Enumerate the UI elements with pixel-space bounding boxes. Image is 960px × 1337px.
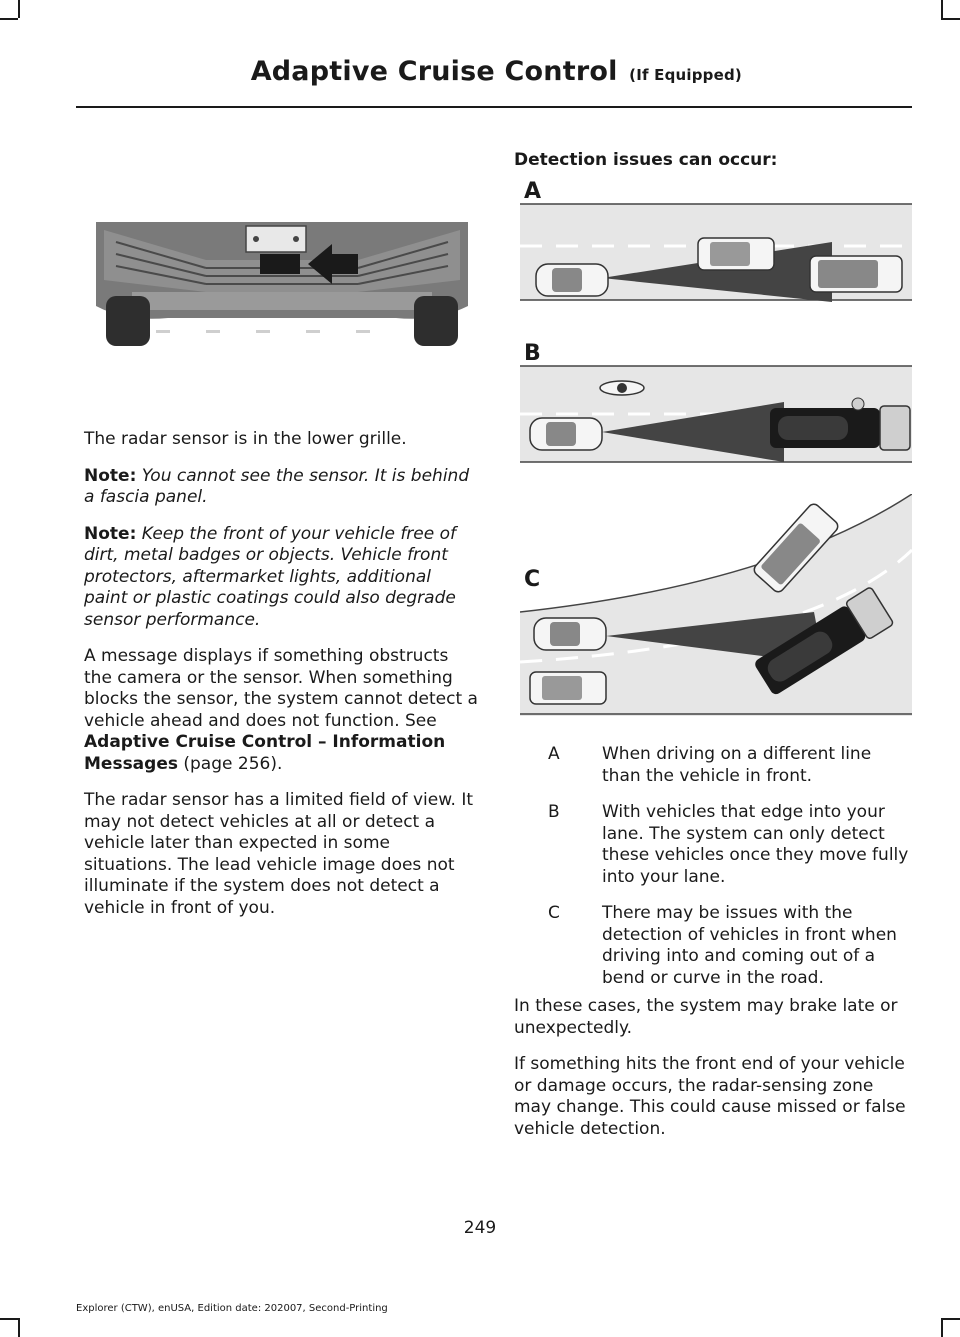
callout-a: [514, 744, 914, 787]
adjacent-vehicle: [530, 672, 606, 704]
note-text: Keep the front of your vehicle free of dirt, metal badges or objects. Vehicle front protectors, aftermarket lights, additional paint or plastic coatings could also degrade sensor performance.: [84, 523, 457, 630]
detection-issues-heading: [514, 150, 914, 172]
note-label: Note:: [84, 465, 137, 486]
crop-mark: [941, 0, 943, 18]
late-brake-text: In these cases, the system may brake late or unexpectedly.: [514, 996, 898, 1038]
header-rule: [76, 106, 912, 108]
motorcycle: [600, 381, 644, 395]
figure-label-a: A: [524, 179, 542, 204]
cross-reference-link[interactable]: Adaptive Cruise Control – Information Messages: [84, 732, 446, 774]
heading-text: Detection issues can occur:: [514, 150, 778, 170]
note-sensor-hidden: [84, 466, 478, 509]
callout-text: There may be issues with the detection of vehicles in front when driving into and coming out of a bend or curve in the road.: [602, 903, 897, 988]
lead-vehicle: [698, 238, 774, 270]
right-column-text: [514, 996, 910, 1155]
callout-letter: C: [548, 903, 560, 923]
footer-edition: Explorer (CTW), enUSA, Edition date: 202007, Second-Printing: [76, 1303, 388, 1314]
figure-b-edging-vehicles: [514, 336, 912, 466]
note-keep-clean: [84, 524, 478, 632]
figure-callouts: [514, 744, 914, 1004]
page-number: 249: [463, 1218, 497, 1238]
crop-mark: [0, 1318, 18, 1320]
own-vehicle: [536, 264, 608, 296]
obstruction-text: A message displays if something obstructs the camera or the sensor. When something blocks the sensor, the system cannot detect a vehicle ahead and does not function. See: [84, 646, 478, 731]
left-column: [84, 429, 478, 934]
radar-sensor-illustration: [96, 222, 468, 350]
crop-mark: [18, 1318, 20, 1337]
note-label: Note:: [84, 523, 137, 544]
own-vehicle: [534, 618, 606, 650]
crop-mark: [941, 1318, 943, 1337]
field-of-view-text: The radar sensor has a limited field of view. It may not detect vehicles at all or detect a vehicle later than expected in some situations. The lead vehicle image does not illuminate if the system does not detect a vehicle in front of you.: [84, 790, 474, 918]
crop-mark: [0, 18, 18, 20]
callout-text: When driving on a different line than the vehicle in front.: [602, 744, 872, 786]
header-title: Adaptive Cruise Control: [250, 56, 618, 87]
crop-mark: [18, 0, 20, 18]
callout-letter: B: [548, 802, 560, 822]
crop-mark: [941, 18, 960, 20]
crop-mark: [941, 1318, 960, 1320]
page-header: [251, 56, 742, 87]
note-text: You cannot see the sensor. It is behind a fascia panel.: [84, 465, 470, 507]
figure-a-different-line: [514, 174, 912, 304]
callout-letter: A: [548, 744, 560, 764]
figure-label-b: B: [524, 341, 541, 366]
page-reference: (page 256).: [177, 753, 283, 774]
obstruction-message-text: [84, 646, 478, 775]
callout-c: [514, 903, 914, 989]
header-subtitle: (If Equipped): [629, 66, 742, 84]
callout-text: With vehicles that edge into your lane. The system can only detect these vehicles once they move fully into your lane.: [602, 802, 909, 887]
damage-text: If something hits the front end of your vehicle or damage occurs, the radar-sensing zone may change. This could cause missed or false vehicle detection.: [514, 1054, 906, 1139]
figure-label-c: C: [524, 567, 541, 592]
van-vehicle: [810, 256, 902, 292]
radar-location-text: The radar sensor is in the lower grille.: [84, 429, 407, 449]
callout-b: [514, 802, 914, 888]
figure-c-curve: [514, 494, 912, 716]
own-vehicle: [530, 418, 602, 450]
